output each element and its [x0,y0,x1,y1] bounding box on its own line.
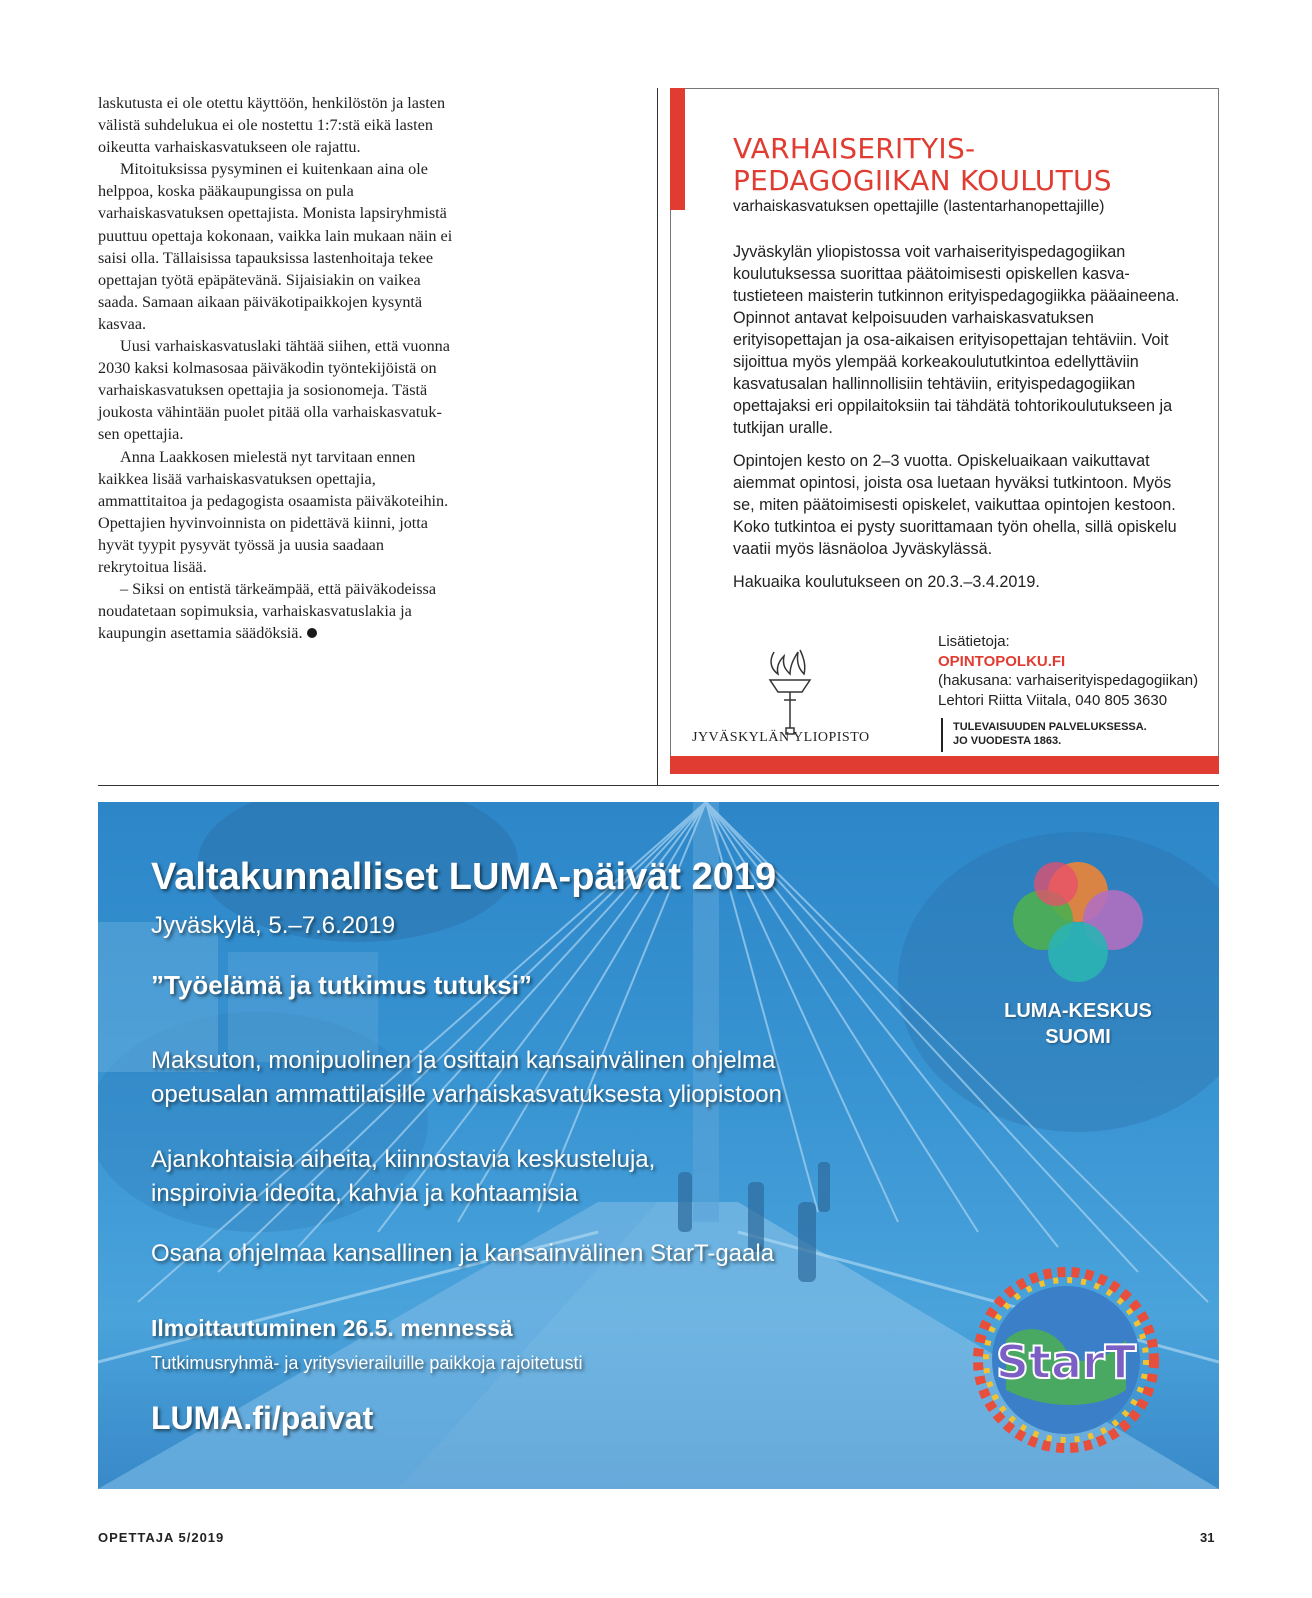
banner-text-line: inspiroivia ideoita, kahvia ja kohtaamisia [151,1180,578,1207]
banner-text-line: Osana ohjelmaa kansallinen ja kansainvälinen StarT-gaala [151,1240,775,1267]
page-number: 31 [1200,1530,1215,1545]
ad-title-line: VARHAISERITYIS- [733,132,976,165]
trips-note: Tutkimusryhmä- ja yritysvierailuille paikkoja rajoitetusti [151,1353,583,1373]
banner-theme: ”Työelämä ja tutkimus tutuksi” [151,970,532,1000]
ad-paragraph: Jyväskylän yliopistossa voit varhaiserityispedagogiikan koulutuksessa suorittaa päätoimisesti opiskellen kasvatustieteen maisterin tutkinnon erityispedagogiikka pääaineena. Opinnot antavat kelpoisuuden varhaiskasvatuksen erityisopettajan ja osa-aikaisen erityisopettajan tehtäviin. Voit sijoittua myös ylempää korkeakoulututkintoa edellyttäviin kasvatusalan hallinnollisiin tehtäviin, erityispedagogiikan opettajaksi eri oppilaitoksiin tai tähdätä tohtorikoulutukseen ja tutkijan uralle. [733,243,1180,437]
ad-title-line: PEDAGOGIIKAN KOULUTUS [733,164,1112,197]
motto-divider [941,718,943,752]
banner-url-link[interactable]: LUMA.fi/paivat [151,1400,374,1436]
ad-contact-info [938,632,1198,710]
column-divider [657,88,658,786]
info-contact: Lehtori Riitta Viitala, 040 805 3630 [938,691,1168,709]
info-keyword: (hakusana: varhaiserityispedagogiikan) [938,672,1199,689]
ad-paragraph: Opintojen kesto on 2–3 vuotta. Opiskeluaikaan vaikuttavat aiemmat opintosi, joista osa luetaan hyväksi tutkintoon. Myös se, miten päätoimisesti opiskelet, vaikuttaa opintojen kestoon. Koko tutkintoa ei pysty suorittamaan työn ohella, sillä opiskelu vaatii myös läsnäoloa Jyväskylässä. [733,452,1177,558]
opintopolku-link[interactable]: OPINTOPOLKU.FI [938,652,1066,670]
section-divider [98,785,1219,786]
article-paragraph: Mitoituksissa pysyminen ei kuitenkaan aina ole helppoa, koska pääkaupungissa on pula varhaiskasvatuksen opettajista. Monista lapsiryhmistä puuttuu opettaja kokonaan, vaikka lain mukaan näin ei saisi olla. Tällaisissa tapauksissa lastenhoitaja tekee opettajan työtä epäpätevänä. Sijaisiakin on vaikea saada. Samaan aikaan päiväkotipaikkojen kysyntä kasvaa. [98,160,453,333]
banner-text-line: Maksuton, monipuolinen ja osittain kansainvälinen ohjelma [151,1047,776,1074]
article-paragraph: – Siksi on entistä tärkeämpää, että päiväkodeissa noudatetaan sopimuksia, varhaiskasvatuslakia ja kaupungin asettamia säädöksiä. [98,580,437,643]
ad-subtitle: varhaiskasvatuksen opettajille (lastentarhanopettajille) [733,198,1105,215]
ad-paragraph: Hakuaika koulutukseen on 20.3.–3.4.2019. [733,573,1040,591]
luma-keskus-name [968,998,1188,1050]
article-paragraph: Anna Laakkosen mielestä nyt tarvitaan ennen kaikkea lisää varhaiskasvatuksen opettajia, ammattitaitoa ja pedagogista osaamista päiväkoteihin. Opettajien hyvinvoinnista on pidettävä kiinni, jotta hyvät tyypit pysyvät työssä ja uusia saadaan rekrytoitua lisää. [98,447,449,576]
luma-keskus-logo-icon [1008,852,1148,992]
motto-line: TULEVAISUUDEN PALVELUKSESSA. [953,721,1147,733]
article-paragraph: laskutusta ei ole otettu käyttöön, henkilöstön ja lasten välistä suhdelukua ei ole nostettu 1:7:stä eikä lasten oikeutta varhaiskasvatukseen ole rajattu. [98,94,446,157]
banner-text-line: opetusalan ammattilaisille varhaiskasvatuksesta yliopistoon [151,1081,782,1108]
start-logo-icon [966,1260,1166,1460]
info-label: Lisätietoja: [938,633,1010,650]
article-column [98,92,458,644]
banner-text-line: Ajankohtaisia aiheita, kiinnostavia keskusteluja, [151,1146,656,1173]
start-logo-text: StarT [995,1335,1137,1389]
university-motto [953,720,1147,748]
ad-body [733,241,1193,604]
banner-title: Valtakunnalliset LUMA-päivät 2019 [151,856,777,898]
ad-title [733,133,1112,197]
luma-name-line: LUMA-KESKUS [1004,1000,1152,1022]
article-final-paragraph [98,578,458,644]
motto-line: JO VUODESTA 1863. [953,735,1062,747]
luma-name-line: SUOMI [1045,1026,1111,1048]
ad-bottom-bar [670,756,1219,774]
end-mark-icon [307,628,317,638]
ad-accent-bar [670,88,685,210]
university-logo-text: JYVÄSKYLÄN YLIOPISTO [692,730,870,745]
luma-banner [98,802,1219,1489]
banner-date: Jyväskylä, 5.–7.6.2019 [151,912,396,939]
registration-deadline: Ilmoittautuminen 26.5. mennessä [151,1315,513,1341]
article-paragraph: Uusi varhaiskasvatuslaki tähtää siihen, että vuonna 2030 kaksi kolmasosaa päiväkodin työntekijöistä on varhaiskasvatuksen opettajia ja sosionomeja. Tästä joukosta vähintään puolet pitää olla varhaiskasvatuksen opettajia. [98,337,450,444]
publication-name: OPETTAJA 5/2019 [98,1530,225,1545]
